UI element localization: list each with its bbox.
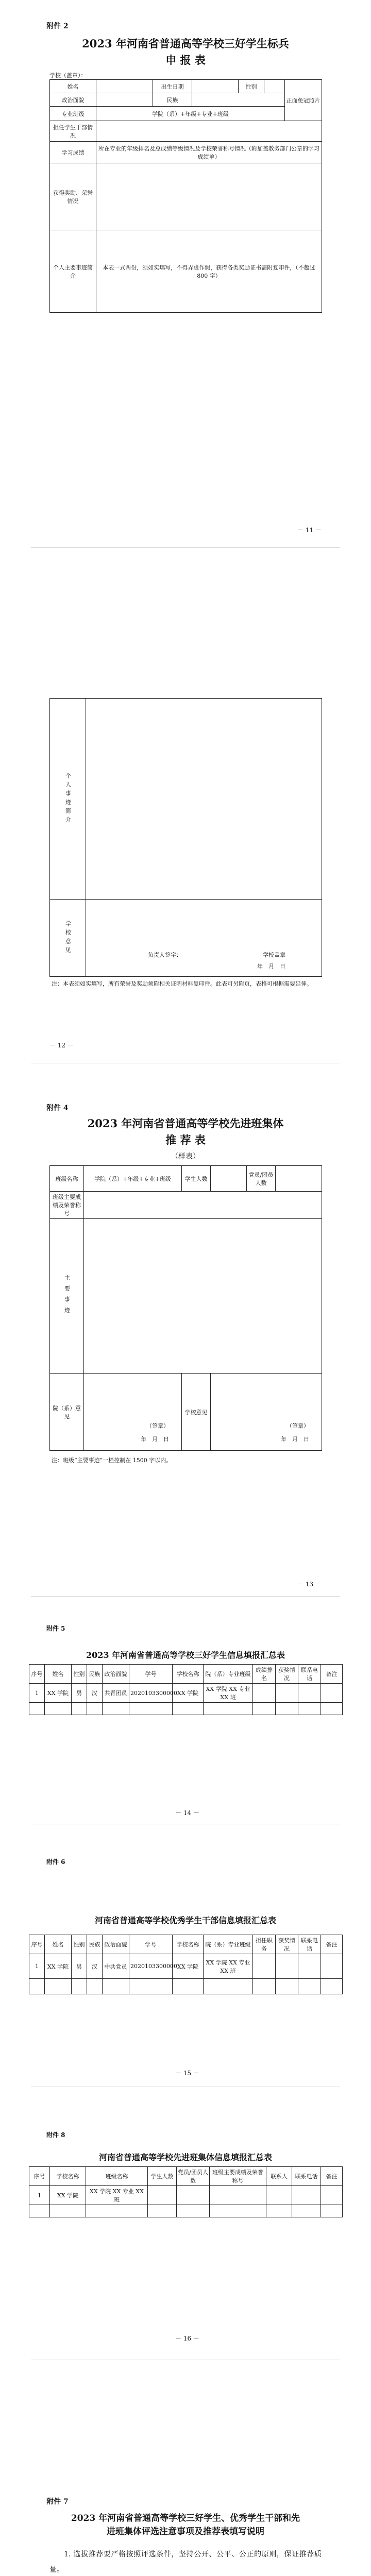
field-birthdate[interactable]	[192, 80, 239, 93]
col-header: 联系电话	[298, 1935, 321, 1954]
col-header: 院（系）专业班级	[204, 1665, 253, 1684]
form-title: 2023 年河南省普通高等学校三好学生标兵	[82, 37, 289, 50]
col-header: 民族	[87, 1665, 103, 1684]
footnote: 注：班级“主要事迹”一栏控制在 1500 字以内。	[52, 1457, 172, 1464]
note-paragraph: 1. 选拔推荐要严格按照评选条件，坚持公开、公平、公正的原则，保证推荐质量。	[49, 2550, 322, 2574]
col-header: 学号	[129, 1935, 173, 1954]
col-header: 班级名称	[86, 2167, 148, 2186]
field-gender[interactable]	[264, 80, 285, 93]
cell: XX 学院 XX 专业 XX 班	[86, 2186, 148, 2205]
field-political[interactable]	[96, 93, 153, 107]
col-header: 学号	[129, 1665, 173, 1684]
form-title: 2023 年河南省普通高等学校先进班集体	[87, 1117, 284, 1130]
cell: 男	[72, 1954, 87, 1979]
col-header: 联系电话	[292, 2167, 321, 2186]
page-number: － 15 －	[175, 2070, 199, 2077]
cell	[276, 1954, 298, 1979]
col-header: 院（系）专业班级	[204, 1935, 253, 1954]
class-recommend-table	[49, 1165, 322, 1451]
page-4	[0, 1597, 371, 1824]
attachment-tag: 附件 6	[46, 1858, 65, 1866]
label-cadre: 担任学生干部情况	[50, 121, 96, 142]
label-school-opinion: 学校意见	[182, 1374, 211, 1451]
field-party-count[interactable]	[276, 1166, 322, 1192]
col-header: 班级主要成绩及荣誉称号	[210, 2167, 266, 2186]
cell: 男	[72, 1684, 87, 1703]
cell	[210, 2186, 266, 2205]
sign-date: 年 月 日	[257, 963, 285, 970]
col-header: 联系电话	[298, 1665, 321, 1684]
col-header: 学校名称	[50, 2167, 86, 2186]
col-header: 序号	[29, 2167, 50, 2186]
field-name[interactable]	[96, 80, 153, 93]
field-grades[interactable]: 所在专业的年级排名及总成绩等级情况及学校荣誉称号情况（附加盖教务部门公章的学习成绩单）	[96, 142, 322, 163]
form-subtitle: （样表）	[171, 1153, 200, 1161]
table-row	[29, 2186, 343, 2205]
label-deeds: 个人主要事迹简介	[50, 230, 96, 313]
page-6	[0, 2089, 371, 2357]
school-stamp-label: 学校（盖章）：	[49, 72, 87, 79]
page-divider	[31, 1596, 340, 1597]
cell: 1	[29, 1684, 45, 1703]
attachment-tag: 附件 8	[46, 2131, 65, 2139]
cell: 中共党员	[103, 1954, 129, 1979]
col-header: 备注	[321, 1935, 343, 1954]
label-birthdate: 出生日期	[153, 80, 192, 93]
cell	[266, 2186, 292, 2205]
cell	[148, 2186, 177, 2205]
form-title-line2: 申 报 表	[165, 54, 206, 66]
field-student-count[interactable]	[211, 1166, 247, 1192]
attachment-tag: 附件 4	[46, 1104, 69, 1112]
col-header: 政治面貌	[103, 1935, 129, 1954]
dept-date: 年 月 日	[141, 1436, 169, 1443]
photo-box: 正面免冠照片	[285, 80, 322, 121]
sign-leader: 负责人签字：	[148, 952, 182, 958]
form-title-line2: 推 荐 表	[165, 1133, 206, 1146]
cell: XX 学院	[173, 1684, 204, 1703]
label-dept-opinion: 院（系）意见	[50, 1374, 84, 1451]
col-header: 学生人数	[148, 2167, 177, 2186]
label-class-honors: 班级主要成绩及荣誉称号	[50, 1192, 84, 1219]
page-7	[0, 2362, 371, 2576]
col-header: 担任职务	[253, 1935, 276, 1954]
cell: 1	[29, 1954, 45, 1979]
page-number: － 16 －	[175, 2335, 199, 2342]
notes-title-line2: 进班集体评选注意事项及推荐表填写说明	[107, 2527, 264, 2537]
dept-seal: （签章）	[146, 1422, 169, 1429]
label-name: 姓名	[50, 80, 96, 93]
attachment-tag: 附件 2	[46, 22, 69, 30]
label-deeds-cont: 个人事迹简介	[50, 699, 86, 900]
cell: 1	[29, 2186, 50, 2205]
cell: 2020103300000	[129, 1684, 173, 1703]
field-class-name[interactable]: 学院（系）+年级+专业+班级	[84, 1166, 182, 1192]
school-seal: （签章）	[286, 1422, 309, 1429]
col-header: 姓名	[45, 1935, 72, 1954]
field-dept-opinion[interactable]	[84, 1374, 182, 1451]
page-number: － 12 －	[49, 1042, 74, 1049]
school-date: 年 月 日	[281, 1436, 309, 1443]
label-awards: 获得奖励、荣誉情况	[50, 163, 96, 230]
page-number: － 11 －	[297, 527, 322, 534]
col-header: 政治面貌	[103, 1665, 129, 1684]
field-class-honors[interactable]	[84, 1192, 322, 1219]
cell: XX 学院 XX 专业 XX 班	[204, 1954, 253, 1979]
notes-title: 2023 年河南省普通高等学校三好学生、优秀学生干部和先	[71, 2513, 300, 2523]
cell: XX 学院 XX 专业 XX 班	[204, 1684, 253, 1703]
cell	[298, 1954, 321, 1979]
label-major-class: 专业班级	[50, 107, 96, 121]
field-major-class[interactable]: 学院（系）+年级+专业+班级	[96, 107, 285, 121]
col-header: 姓名	[45, 1665, 72, 1684]
attachment-tag: 附件 7	[46, 2498, 69, 2506]
label-gender: 性别	[239, 80, 264, 93]
col-header: 获奖情况	[276, 1935, 298, 1954]
col-header: 学校名称	[173, 1665, 204, 1684]
col-header: 学校名称	[173, 1935, 204, 1954]
application-table-continued	[49, 698, 322, 977]
list-title: 河南省普通高等学校先进班集体信息填报汇总表	[98, 2153, 272, 2162]
cell	[292, 2186, 321, 2205]
label-ethnicity: 民族	[153, 93, 192, 107]
label-school-opinion: 学校意见	[50, 900, 86, 977]
cell	[298, 1684, 321, 1703]
cell: XX 学院	[45, 1684, 72, 1703]
cell	[276, 1684, 298, 1703]
col-header: 备注	[321, 2167, 343, 2186]
cell	[177, 2186, 210, 2205]
page-1	[0, 0, 371, 546]
cell	[253, 1684, 276, 1703]
col-header: 备注	[321, 1665, 343, 1684]
page-divider	[31, 547, 340, 548]
cell: 2020103300000	[129, 1954, 173, 1979]
field-deeds-cont[interactable]	[86, 699, 322, 900]
field-main-deeds[interactable]	[84, 1219, 322, 1374]
cell	[253, 1954, 276, 1979]
label-grades: 学习成绩	[50, 142, 96, 163]
table-row	[29, 1954, 343, 1979]
school-seal: 学校盖章	[263, 952, 285, 958]
cell	[321, 1684, 343, 1703]
col-header: 序号	[29, 1935, 45, 1954]
page-2	[0, 549, 371, 1064]
cell: 共青团员	[103, 1684, 129, 1703]
field-awards[interactable]	[96, 163, 322, 230]
field-school-opinion[interactable]	[86, 900, 322, 977]
field-cadre[interactable]	[96, 121, 322, 142]
col-header: 成绩排名	[253, 1665, 276, 1684]
cell: XX 学院	[50, 2186, 86, 2205]
summary-table	[29, 1935, 343, 1994]
col-header: 获奖情况	[276, 1665, 298, 1684]
col-header: 联系人	[266, 2167, 292, 2186]
application-table	[49, 79, 322, 313]
cell: XX 学院	[45, 1954, 72, 1979]
col-header: 性别	[72, 1935, 87, 1954]
field-ethnicity[interactable]	[192, 93, 285, 107]
label-party-count: 党员/团员人数	[247, 1166, 276, 1192]
page-number: － 14 －	[175, 1809, 199, 1817]
list-title: 河南省普通高等学校优秀学生干部信息填报汇总表	[94, 1916, 276, 1925]
cell	[321, 2186, 343, 2205]
col-header: 党员/团员人数	[177, 2167, 210, 2186]
field-deeds[interactable]: 本表一式两份，须如实填写，不得弄虚作假，获得各类奖励证书需附复印件，（不超过 800 字）	[96, 230, 322, 313]
footnote: 注：本表须如实填写，所有荣誉及奖励须附相关证明材料复印件。此表可另附页，表格可根据需要延伸。	[52, 980, 312, 987]
page-5	[0, 1826, 371, 2084]
summary-table	[29, 1664, 343, 1715]
col-header: 民族	[87, 1935, 103, 1954]
cell: 汉	[87, 1684, 103, 1703]
cell	[321, 1954, 343, 1979]
attachment-tag: 附件 5	[46, 1625, 65, 1632]
label-class-name: 班级名称	[50, 1166, 84, 1192]
table-row	[29, 1684, 343, 1703]
page-number: － 13 －	[297, 1581, 322, 1588]
page-3	[0, 1064, 371, 1595]
summary-table	[29, 2166, 343, 2217]
label-political: 政治面貌	[50, 93, 96, 107]
label-student-count: 学生人数	[182, 1166, 211, 1192]
list-title: 2023 年河南省普通高等学校三好学生信息填报汇总表	[86, 1650, 285, 1660]
col-header: 序号	[29, 1665, 45, 1684]
field-school-opinion[interactable]	[211, 1374, 322, 1451]
col-header: 性别	[72, 1665, 87, 1684]
cell: 汉	[87, 1954, 103, 1979]
cell: XX 学院	[173, 1954, 204, 1979]
label-main-deeds: 主要事迹	[50, 1219, 84, 1374]
